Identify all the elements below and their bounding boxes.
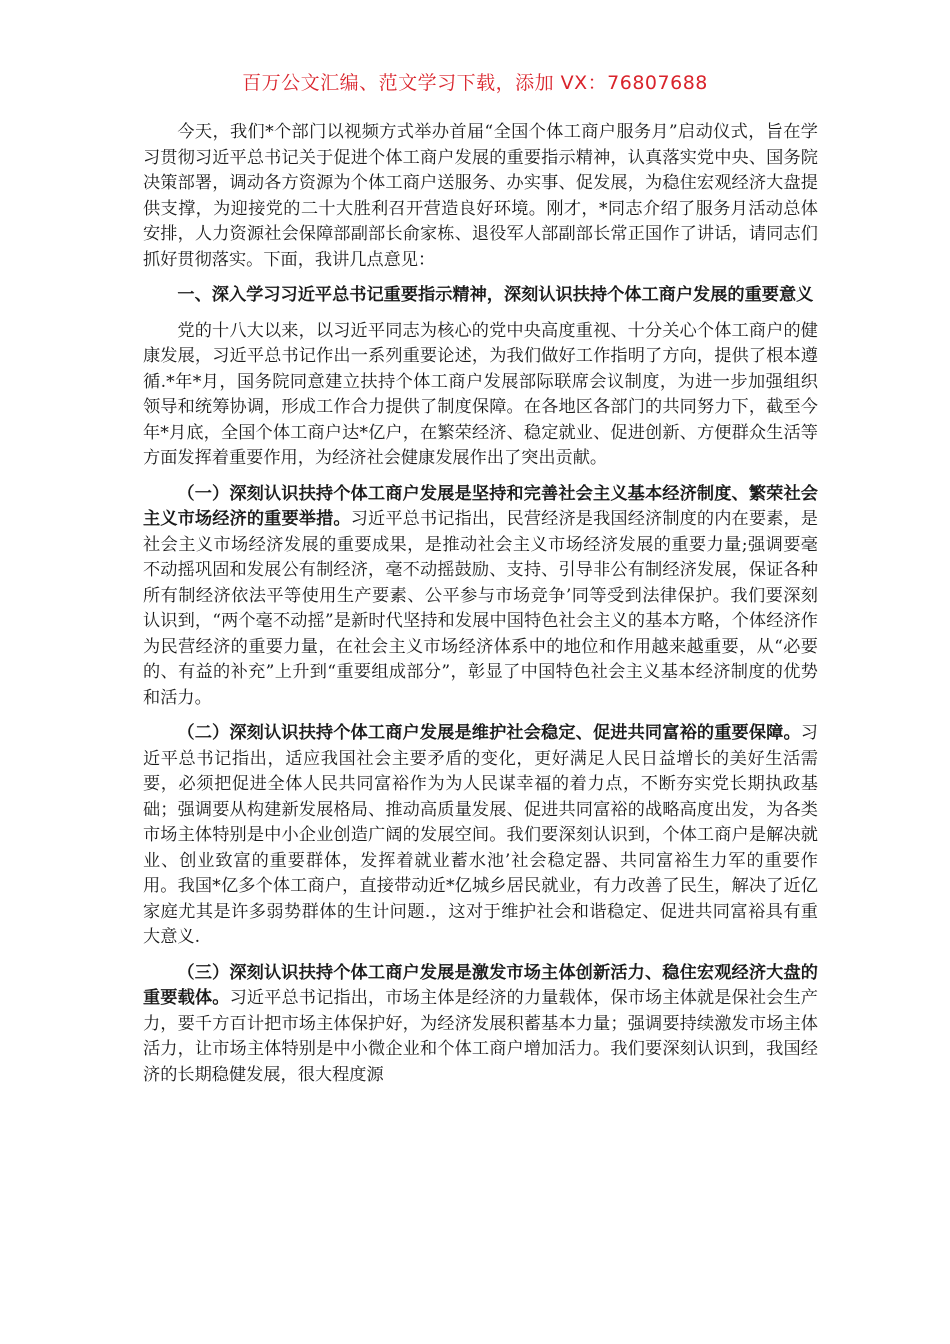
point-text-3: 习近平总书记指出，市场主体是经济的力量载体，保市场主体就是保社会生产力，要千方百计把市场主体保护好，为经济发展积蓄基本力量；强调要持续激发市场主体活力，让市场主体特别是中小微企业和个体工商户增加活力。我们要深刻认识到，我国经济的长期稳健发展，很大程度源	[143, 988, 818, 1085]
point-paragraph-2	[143, 721, 818, 951]
point-text-2: 习近平总书记指出，适应我国社会主要矛盾的变化，更好满足人民日益增长的美好生活需要，必须把促进全体人民共同富裕作为为人民谋幸福的着力点，不断夯实党长期执政基础；强调要从构建新发展格局、推动高质量发展、促进共同富裕的战略高度出发，为各类市场主体特别是中小企业创造广阔的发展空间。我们要深刻认识到，个体工商户是解决就业、创业致富的重要群体，发挥着就业蓄水池’社会稳定器、共同富裕生力军的重要作用。我国*亿多个体工商户，直接带动近*亿城乡居民就业，有力改善了民生，解决了近亿家庭尤其是许多弱势群体的生计问题.，这对于维护社会和谐稳定、促进共同富裕具有重大意义.	[143, 723, 818, 947]
document-body	[143, 120, 818, 1088]
section-body-paragraph: 党的十八大以来，以习近平同志为核心的党中央高度重视、十分关心个体工商户的健康发展，习近平总书记作出一系列重要论述，为我们做好工作指明了方向，提供了根本遵循.*年*月，国务院同意建立扶持个体工商户发展部际联席会议制度，为进一步加强组织领导和统筹协调，形成工作合力提供了制度保障。在各地区各部门的共同努力下，截至今年*月底，全国个体工商户达*亿户，在繁荣经济、稳定就业、促进创新、方便群众生活等方面发挥着重要作用，为经济社会健康发展作出了突出贡献。	[143, 320, 818, 468]
point-lead-1: （一）深刻认识扶持个体工商户发展是坚持和完善社会主义基本经济制度、繁荣社会主义市场经济的重要举措。	[143, 483, 818, 529]
point-paragraph-3	[143, 961, 818, 1089]
watermark-banner: 百万公文汇编、范文学习下载，添加 VX：76807688	[242, 72, 708, 94]
point-lead-2: （二）深刻认识扶持个体工商户发展是维护社会稳定、促进共同富裕的重要保障。	[177, 723, 801, 743]
point-text-1: 习近平总书记指出，民营经济是我国经济制度的内在要素，是社会主义市场经济发展的重要成果，是推动社会主义市场经济发展的重要力量;强调要毫不动摇巩固和发展公有制经济，毫不动摇鼓励、支持、引导非公有制经济发展，保证各种所有制经济依法平等使用生产要素、公平参与市场竞争’同等受到法律保护。我们要深刻认识到，“两个毫不动摇”是新时代坚持和发展中国特色社会主义的基本方略，个体经济作为民营经济的重要力量，在社会主义市场经济体系中的地位和作用越来越重要，从“必要的、有益的补充”上升到“重要组成部分”，彰显了中国特色社会主义基本经济制度的优势和活力。	[143, 509, 818, 708]
intro-paragraph: 今天，我们*个部门以视频方式举办首届“全国个体工商户服务月”启动仪式，旨在学习贯彻习近平总书记关于促进个体工商户发展的重要指示精神，认真落实党中央、国务院决策部署，调动各方资源为个体工商户送服务、办实事、促发展，为稳住宏观经济大盘提供支撑，为迎接党的二十大胜利召开营造良好环境。刚才，*同志介绍了服务月活动总体安排，人力资源社会保障部副部长俞家栋、退役军人部副部长常正国作了讲话，请同志们抓好贯彻落实。下面，我讲几点意见：	[143, 122, 818, 270]
point-paragraph-1	[143, 482, 818, 712]
point-lead-3: （三）深刻认识扶持个体工商户发展是激发市场主体创新活力、稳住宏观经济大盘的重要载体。	[143, 962, 818, 1008]
section-heading: 一、深入学习习近平总书记重要指示精神，深刻认识扶持个体工商户发展的重要意义	[177, 285, 814, 305]
